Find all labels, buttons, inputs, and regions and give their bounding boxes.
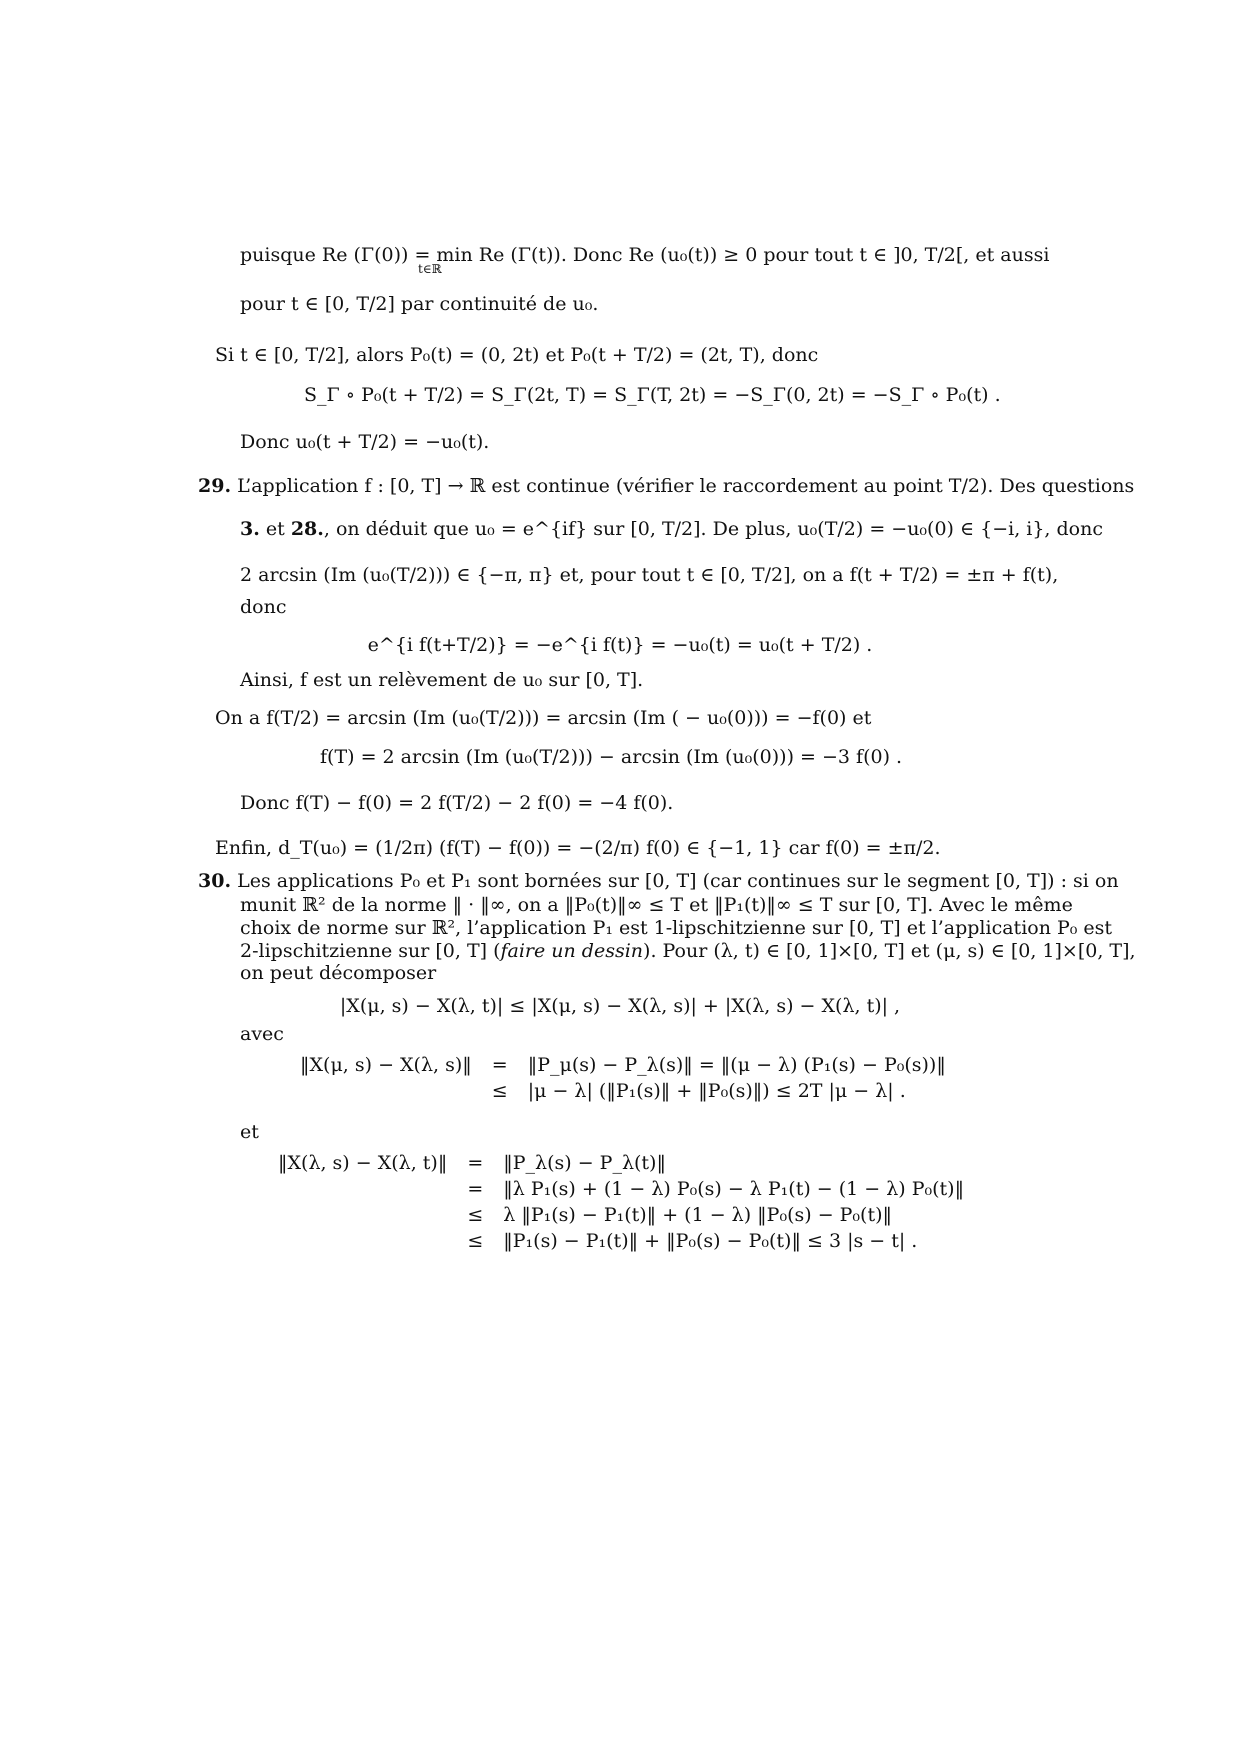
text-line-3: Si t ∈ [0, T/2], alors P₀(t) = (0, 2t) et P₀(t + T/2) = (2t, T), donc (215, 344, 819, 366)
question-30-line-4-b: ). Pour (λ, t) ∈ [0, 1]×[0, T] et (μ, s) ∈ [0, 1]×[0, T], (643, 940, 1136, 962)
question-29-line-1 (198, 474, 1134, 498)
question-29-line-4: donc (240, 596, 287, 618)
equation-array-1-row (290, 1052, 956, 1078)
eq-rhs: ‖P₁(s) − P₁(t)‖ + ‖P₀(s) − P₀(t)‖ ≤ 3 |s − t| . (503, 1230, 918, 1252)
eq-lhs (268, 1202, 457, 1228)
equation-array-2-row (268, 1228, 974, 1254)
eq-lhs: ‖X(μ, s) − X(λ, s)‖ (300, 1054, 472, 1076)
question-30-line-1 (198, 869, 1119, 893)
question-30-line-2: munit ℝ² de la norme ‖ · ‖∞, on a ‖P₀(t)‖∞ ≤ T et ‖P₁(t)‖∞ ≤ T sur [0, T]. Avec le même (240, 894, 1073, 916)
text-line-2: pour t ∈ [0, T/2] par continuité de u₀. (240, 293, 599, 315)
eq-lhs (268, 1176, 457, 1202)
ref-question-28: 28. (290, 518, 324, 540)
eq-op: = (467, 1152, 484, 1174)
eq-rhs: λ ‖P₁(s) − P₁(t)‖ + (1 − λ) ‖P₀(s) − P₀(t)‖ (503, 1204, 893, 1226)
equation-exponential: e^{i f(t+T/2)} = −e^{i f(t)} = −u₀(t) = u₀(t + T/2) . (367, 634, 873, 656)
question-30-line-3: choix de norme sur ℝ², l’application P₁ est 1-lipschitzienne sur [0, T] et l’application P₀ est (240, 917, 1113, 939)
eq-op: ≤ (467, 1204, 484, 1226)
question-29-number: 29. (198, 475, 232, 497)
equation-array-1-row (290, 1078, 956, 1104)
eq-rhs: ‖P_μ(s) − P_λ(s)‖ = ‖(μ − λ) (P₁(s) − P₀(s))‖ (527, 1054, 946, 1076)
equation-array-1 (290, 1052, 956, 1104)
text-et: et (265, 518, 285, 540)
text-line-5: Donc u₀(t + T/2) = −u₀(t). (240, 431, 490, 453)
question-30-line-5: on peut décomposer (240, 962, 437, 984)
equation-difference: Donc f(T) − f(0) = 2 f(T/2) − 2 f(0) = −4 f(0). (240, 792, 674, 814)
equation-array-2-row (268, 1150, 974, 1176)
text-relevement: Ainsi, f est un relèvement de u₀ sur [0, T]. (240, 669, 644, 691)
question-30-line-4 (240, 939, 1136, 963)
equation-triangle-inequality: |X(μ, s) − X(λ, t)| ≤ |X(μ, s) − X(λ, s)| + |X(λ, s) − X(λ, t)| , (339, 995, 901, 1017)
italic-faire-un-dessin: faire un dessin (500, 940, 644, 962)
equation-array-2 (268, 1150, 974, 1254)
question-29-line-2 (240, 517, 1103, 541)
eq-op: ≤ (491, 1080, 508, 1102)
eq-lhs (290, 1078, 482, 1104)
eq-lhs (268, 1228, 457, 1254)
question-29-line-3: 2 arcsin (Im (u₀(T/2))) ∈ {−π, π} et, pour tout t ∈ [0, T/2], on a f(t + T/2) = ±π + f(t), (240, 564, 1059, 586)
question-30-text: Les applications P₀ et P₁ sont bornées sur [0, T] (car continues sur le segment [0, T]) : si on (237, 870, 1119, 892)
text-et: et (240, 1121, 259, 1143)
text-avec: avec (240, 1023, 284, 1045)
min-subscript: t∈ℝ (418, 262, 442, 276)
eq-op: = (491, 1054, 508, 1076)
eq-rhs: ‖P_λ(s) − P_λ(t)‖ (503, 1152, 666, 1174)
text-line-1-main: puisque Re (Γ(0)) = min Re (Γ(t)). Donc Re (u₀(t)) ≥ 0 pour tout t ∈ ]0, T/2[, et aussi (240, 244, 1050, 266)
equation-f-half: On a f(T/2) = arcsin (Im (u₀(T/2))) = arcsin (Im ( − u₀(0))) = −f(0) et (215, 707, 872, 729)
equation-s-gamma: S_Γ ∘ P₀(t + T/2) = S_Γ(2t, T) = S_Γ(T, 2t) = −S_Γ(0, 2t) = −S_Γ ∘ P₀(t) . (304, 384, 1001, 406)
equation-array-2-row (268, 1176, 974, 1202)
equation-f-T: f(T) = 2 arcsin (Im (u₀(T/2))) − arcsin (Im (u₀(0))) = −3 f(0) . (320, 746, 903, 768)
eq-op: = (467, 1178, 484, 1200)
eq-rhs: ‖λ P₁(s) + (1 − λ) P₀(s) − λ P₁(t) − (1 − λ) P₀(t)‖ (503, 1178, 965, 1200)
ref-question-3: 3. (240, 518, 260, 540)
question-30-number: 30. (198, 870, 232, 892)
eq-lhs: ‖X(λ, s) − X(λ, t)‖ (278, 1152, 448, 1174)
question-30-line-4-a: 2-lipschitzienne sur [0, T] ( (240, 940, 501, 962)
text-line-1 (240, 243, 1049, 267)
equation-array-2-row (268, 1202, 974, 1228)
eq-rhs: |μ − λ| (‖P₁(s)‖ + ‖P₀(s)‖) ≤ 2T |μ − λ| . (527, 1080, 906, 1102)
question-29-text: L’application f : [0, T] → ℝ est continue (vérifier le raccordement au point T/2). Des questions (237, 475, 1135, 497)
equation-degree: Enfin, d_T(u₀) = (1/2π) (f(T) − f(0)) = −(2/π) f(0) ∈ {−1, 1} car f(0) = ±π/2. (215, 837, 941, 859)
eq-op: ≤ (467, 1230, 484, 1252)
question-29-line-2-text: , on déduit que u₀ = e^{if} sur [0, T/2]. De plus, u₀(T/2) = −u₀(0) ∈ {−i, i}, donc (323, 518, 1103, 540)
